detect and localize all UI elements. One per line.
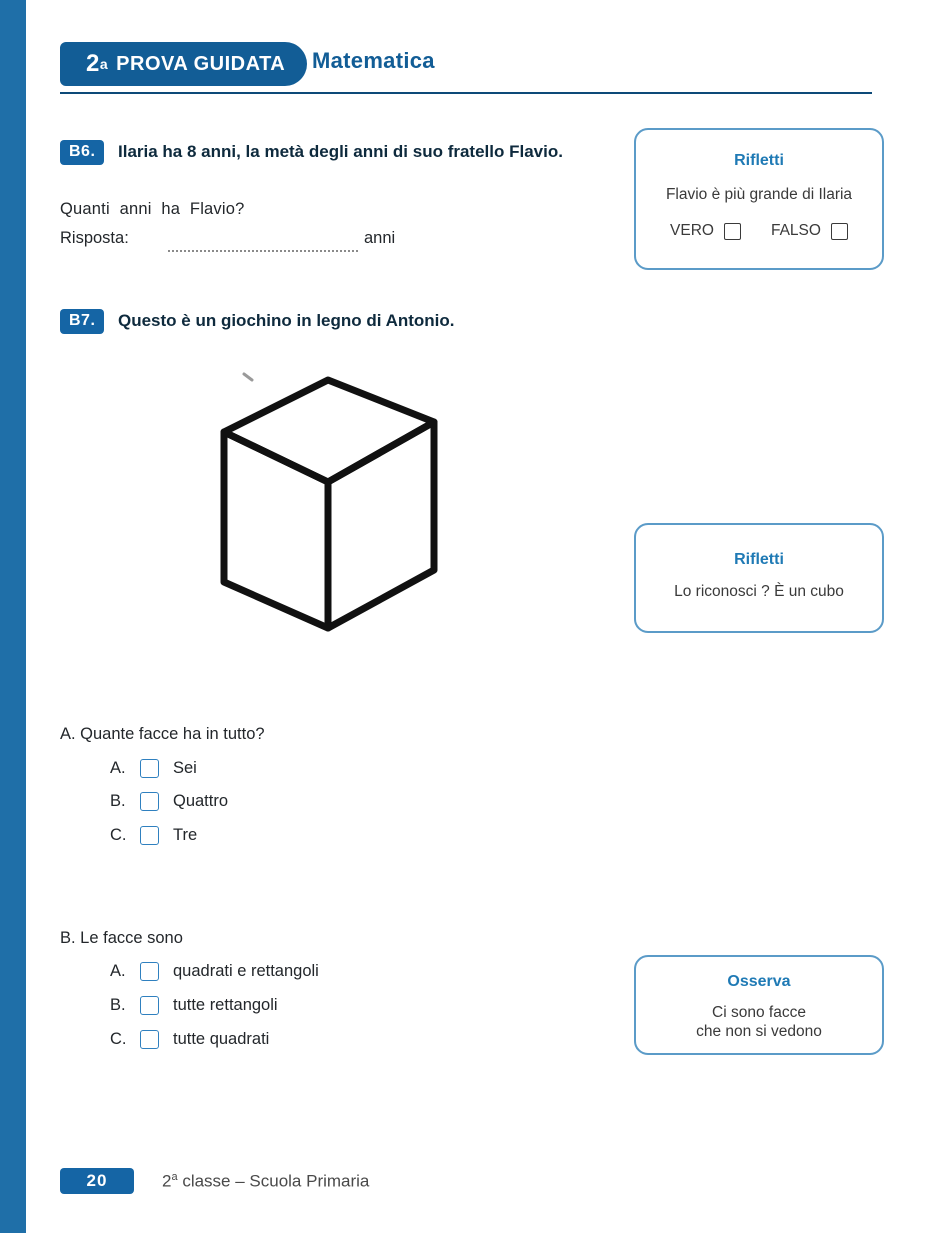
subquestion-a-prompt: A. Quante facce ha in tutto? xyxy=(60,725,265,743)
cube-illustration xyxy=(216,370,506,650)
callout-2-text: Lo riconosci ? È un cubo xyxy=(674,583,844,600)
option-a2-checkbox[interactable] xyxy=(140,792,159,811)
prova-number-sup: a xyxy=(99,56,109,72)
option-b3-checkbox[interactable] xyxy=(140,1030,159,1049)
header-divider xyxy=(60,92,872,94)
callout-rifletti-1 xyxy=(634,128,884,270)
cube-svg xyxy=(216,370,506,650)
worksheet-page xyxy=(26,0,935,1233)
question-title-b6: Ilaria ha 8 anni, la metà degli anni di suo fratello Flavio. xyxy=(118,142,563,161)
prova-guidata-tab xyxy=(60,42,307,86)
callout-3-title: Osserva xyxy=(727,973,791,990)
option-a1[interactable] xyxy=(110,759,197,778)
callout-1-falso-checkbox[interactable] xyxy=(831,223,848,240)
option-a2-letter: B. xyxy=(110,792,126,810)
callout-osserva xyxy=(634,955,884,1055)
callout-1-falso-label: FALSO xyxy=(770,222,821,239)
option-b2-letter: B. xyxy=(110,996,126,1014)
callout-3-text-line1: Ci sono facce xyxy=(712,1004,806,1021)
option-a3-letter: C. xyxy=(110,826,127,844)
callout-1-text: Flavio è più grande di Ilaria xyxy=(665,186,853,203)
question-b6-answer-input[interactable] xyxy=(168,250,358,252)
question-b6-answer-unit: anni xyxy=(364,229,396,247)
callout-1-vero-falso xyxy=(636,222,882,240)
subject-title: Matematica xyxy=(312,48,435,73)
option-b1-checkbox[interactable] xyxy=(140,962,159,981)
option-b1-letter: A. xyxy=(110,962,126,980)
page-left-accent-bar xyxy=(0,0,26,1233)
footer-class-number: 2 xyxy=(162,1171,172,1191)
option-a3[interactable] xyxy=(110,826,197,845)
option-a2[interactable] xyxy=(110,792,228,811)
question-b6-answer-label: Risposta: xyxy=(60,229,129,247)
subquestion-b-prompt: B. Le facce sono xyxy=(60,929,183,947)
option-a1-letter: A. xyxy=(110,759,126,777)
option-a1-label: Sei xyxy=(173,759,197,777)
option-b1[interactable] xyxy=(110,962,319,981)
callout-1-vero-label: VERO xyxy=(670,222,714,239)
callout-3-text-line2: che non si vedono xyxy=(696,1023,822,1041)
option-a2-label: Quattro xyxy=(173,792,229,810)
option-b3-label: tutte quadrati xyxy=(173,1030,270,1048)
page-header xyxy=(60,42,872,94)
option-b2-checkbox[interactable] xyxy=(140,996,159,1015)
footer-class-text xyxy=(162,1171,369,1192)
footer-class-sup: a xyxy=(171,1171,178,1183)
option-a3-checkbox[interactable] xyxy=(140,826,159,845)
option-b2-label: tutte rettangoli xyxy=(173,996,278,1014)
option-a3-label: Tre xyxy=(173,826,198,844)
prova-number: 2 xyxy=(86,50,100,77)
footer-class-rest: classe – Scuola Primaria xyxy=(177,1171,370,1191)
page-number-badge: 20 xyxy=(60,1168,134,1194)
option-b3[interactable] xyxy=(110,1030,269,1049)
callout-1-title: Rifletti xyxy=(734,152,784,169)
callout-rifletti-2 xyxy=(634,523,884,633)
option-b1-label: quadrati e rettangoli xyxy=(173,962,319,980)
callout-1-vero-checkbox[interactable] xyxy=(724,223,741,240)
prova-label: PROVA GUIDATA xyxy=(116,52,286,75)
option-b3-letter: C. xyxy=(110,1030,127,1048)
option-a1-checkbox[interactable] xyxy=(140,759,159,778)
callout-2-title: Rifletti xyxy=(734,551,784,568)
option-b2[interactable] xyxy=(110,996,278,1015)
question-title-b7: Questo è un giochino in legno di Antonio. xyxy=(118,311,455,330)
question-tag-b7: B7. xyxy=(60,309,104,334)
question-b6-prompt: Quanti anni ha Flavio? xyxy=(60,200,245,218)
question-tag-b6: B6. xyxy=(60,140,104,165)
